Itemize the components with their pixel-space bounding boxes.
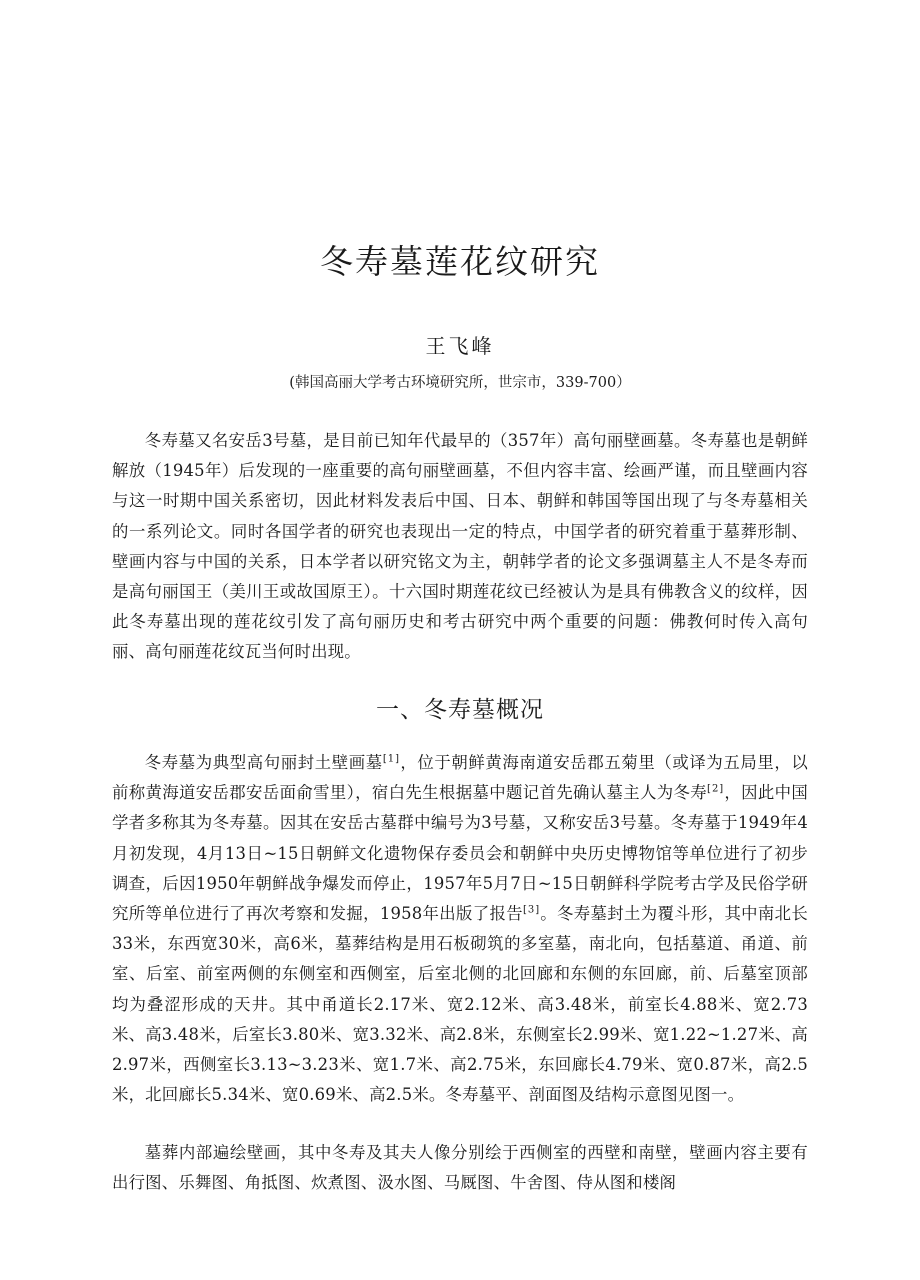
body-paragraph-1 bbox=[112, 748, 808, 1110]
intro-paragraph: 冬寿墓又名安岳3号墓，是目前已知年代最早的（357年）高句丽壁画墓。冬寿墓也是朝鲜解放（1945年）后发现的一座重要的高句丽壁画墓，不但内容丰富、绘画严谨，而且壁画内容与这一时期中国关系密切，因此材料发表后中国、日本、朝鲜和韩国等国出现了与冬寿墓相关的一系列论文。同时各国学者的研究也表现出一定的特点，中国学者的研究着重于墓葬形制、壁画内容与中国的关系，日本学者以研究铭文为主，朝韩学者的论文多强调墓主人不是冬寿而是高句丽国王（美川王或故国原王）。十六国时期莲花纹已经被认为是具有佛教含义的纹样，因此冬寿墓出现的莲花纹引发了高句丽历史和考古研究中两个重要的问题：佛教何时传入高句丽、高句丽莲花纹瓦当何时出现。 bbox=[112, 431, 808, 662]
body-text-segment: 冬寿墓为典型高句丽封土壁画墓 bbox=[144, 753, 383, 772]
author-name: 王飞峰 bbox=[425, 334, 495, 358]
reference-marker-2: [2] bbox=[707, 783, 725, 795]
paper-title: 冬寿墓莲花纹研究 bbox=[320, 242, 600, 281]
reference-marker-1: [1] bbox=[382, 753, 400, 765]
section-heading: 一、冬寿墓概况 bbox=[376, 697, 544, 723]
reference-marker-3: [3] bbox=[522, 904, 541, 916]
author-affiliation: (韩国高丽大学考古环境研究所，世宗市，339-700） bbox=[289, 375, 631, 391]
body-text-segment: ，因此中国学者多称其为冬寿墓。因其在安岳古墓群中编号为3号墓，又称安岳3号墓。冬寿墓于1949年4月初发现，4月13日~15日朝鲜文化遗物保存委员会和朝鲜中央历史博物馆等单位进行了初步调查，后因1950年朝鲜战争爆发而停止，1957年5月7日~15日朝鲜科学院考古学及民俗学研究所等单位进行了再次考察和发掘，1958年出版了报告 bbox=[112, 783, 809, 924]
body-text-segment: ，位于朝鲜黄海南道安岳郡五菊里（或译为五局里，以前称黄海道安岳郡安岳面俞雪里），宿白先生根据墓中题记首先确认墓主人为冬寿 bbox=[112, 753, 808, 803]
body-text-segment: 。冬寿墓封土为覆斗形，其中南北长33米，东西宽30米，高6米，墓葬结构是用石板砌筑的多室墓，南北向，包括墓道、甬道、前室、后室、前室两侧的东侧室和西侧室，后室北侧的北回廊和东侧的东回廊，前、后墓室顶部均为叠涩形成的天井。其中甬道长2.17米、宽2.12米、高3.48米，前室长4.88米、宽2.73米、高3.48米，后室长3.80米、宽3.32米、高2.8米，东侧室长2.99米、宽1.22~1.27米、高2.97米，西侧室长3.13~3.23米、宽1.7米、高2.75米，东回廊长4.79米、宽0.87米，高2.5米，北回廊长5.34米、宽0.69米、高2.5米。冬寿墓平、剖面图及结构示意图见图一。 bbox=[112, 904, 808, 1105]
body-paragraph-2: 墓葬内部遍绘壁画，其中冬寿及其夫人像分别绘于西侧室的西壁和南壁，壁画内容主要有出行图、乐舞图、角抵图、炊煮图、汲水图、马厩图、牛舍图、侍从图和楼阁 bbox=[112, 1143, 808, 1193]
